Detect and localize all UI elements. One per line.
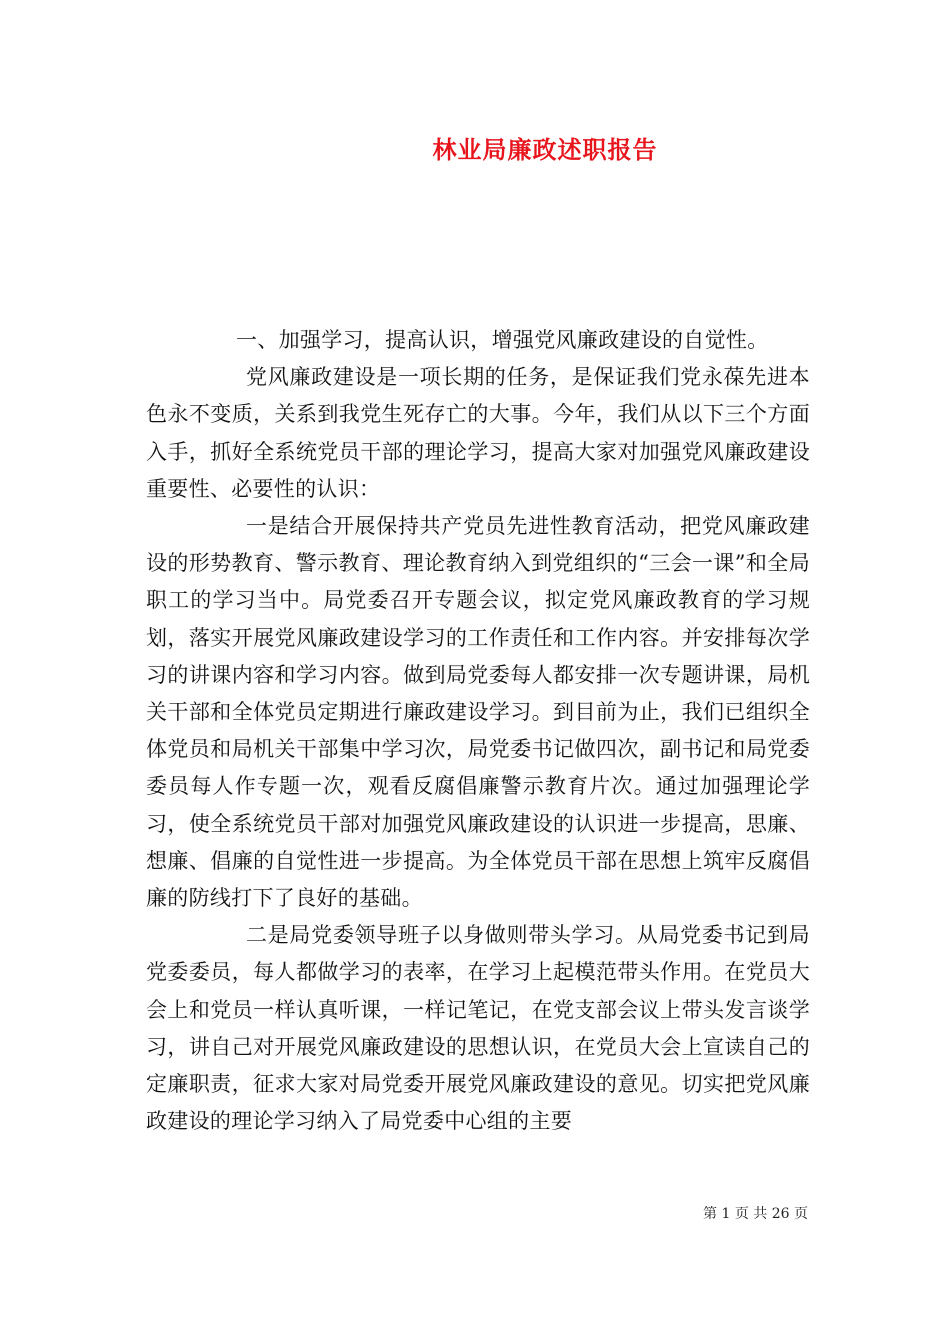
document-body [146, 322, 810, 1140]
section-heading: 一、加强学习，提高认识，增强党风廉政建设的自觉性。 [236, 328, 769, 352]
paragraph-intro: 党风廉政建设是一项长期的任务，是保证我们党永葆先进本色永不变质，关系到我党生死存亡的大事。今年，我们从以下三个方面入手，抓好全系统党员干部的理论学习，提高大家对加强党风廉政建设重要性、必要性的认识： [146, 365, 810, 501]
paragraph-second-point: 二是局党委领导班子以身做则带头学习。从局党委书记到局党委委员，每人都做学习的表率，在学习上起模范带头作用。在党员大会上和党员一样认真听课，一样记笔记，在党支部会议上带头发言谈学习，讲自己对开展党风廉政建设的思想认识，在党员大会上宣读自己的定廉职责，征求大家对局党委开展党风廉政建设的意见。切实把党风廉政建设的理论学习纳入了局党委中心组的主要 [146, 923, 810, 1134]
page-number-footer: 第 1 页 共 26 页 [703, 1206, 808, 1222]
paragraph-first-point: 一是结合开展保持共产党员先进性教育活动，把党风廉政建设的形势教育、警示教育、理论教育纳入到党组织的“三会一课”和全局职工的学习当中。局党委召开专题会议，拟定党风廉政教育的学习规划，落实开展党风廉政建设学习的工作责任和工作内容。并安排每次学习的讲课内容和学习内容。做到局党委每人都安排一次专题讲课，局机关干部和全体党员定期进行廉政建设学习。到目前为止，我们已组织全体党员和局机关干部集中学习次，局党委书记做四次，副书记和局党委委员每人作专题一次，观看反腐倡廉警示教育片次。通过加强理论学习，使全系统党员干部对加强党风廉政建设的认识进一步提高，思廉、想廉、倡廉的自觉性进一步提高。为全体党员干部在思想上筑牢反腐倡廉的防线打下了良好的基础。 [146, 514, 810, 911]
document-title: 林业局廉政述职报告 [432, 135, 658, 164]
